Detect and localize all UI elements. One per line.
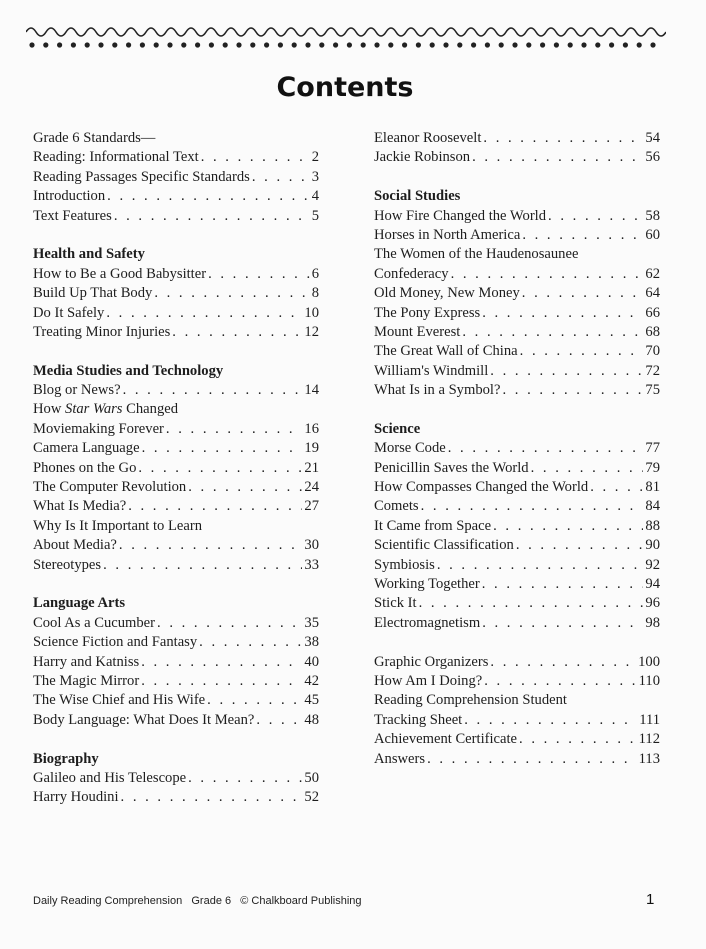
toc-entry-page: 40 [304, 653, 319, 670]
toc-entry-title: Galileo and His Telescope [33, 769, 187, 786]
toc-entry-page: 35 [304, 614, 319, 631]
border-dot [305, 42, 310, 47]
toc-entry-title: Jackie Robinson [374, 149, 471, 166]
toc-entry-title: Scientific Classification [374, 537, 514, 554]
border-dot [223, 42, 228, 47]
toc-entry-page: 90 [645, 537, 660, 554]
toc-entry [33, 788, 319, 807]
toc-entry-title: Text Features [33, 207, 112, 224]
toc-entry [374, 148, 660, 167]
page-number: 1 [646, 891, 655, 908]
border-dot [512, 42, 517, 47]
border-dot [278, 42, 283, 47]
toc-entry-title: Introduction [33, 188, 106, 205]
toc-leader-dots [421, 497, 644, 516]
toc-entry-title: Old Money, New Money [374, 285, 520, 302]
toc-entry-page: 81 [645, 479, 660, 496]
toc-entry [374, 207, 660, 226]
border-dot [637, 42, 642, 47]
border-dot [167, 42, 172, 47]
border-dot [374, 42, 379, 47]
section-heading: Social Studies [374, 188, 461, 205]
toc-left-column [33, 129, 319, 827]
toc-entry-title: Answers [374, 750, 426, 767]
toc-entry [33, 517, 319, 536]
toc-leader-dots [437, 556, 644, 575]
toc-entry-page: 54 [645, 130, 660, 146]
toc-section [33, 129, 319, 226]
toc-leader-dots [482, 575, 644, 594]
toc-leader-dots [188, 769, 302, 788]
toc-entry-title: Graphic Organizers [374, 653, 489, 670]
toc-entry [33, 129, 319, 148]
section-heading: Language Arts [33, 595, 126, 612]
toc-section [374, 653, 660, 769]
toc-entry-page: 75 [645, 382, 660, 399]
toc-entry [33, 691, 319, 710]
toc-entry-page: 33 [304, 556, 319, 573]
toc-entry [374, 575, 660, 594]
toc-entry-page: 42 [304, 672, 319, 689]
toc-entry [33, 265, 319, 284]
toc-entry-page: 68 [645, 323, 660, 340]
toc-entry-page: 88 [645, 517, 660, 534]
toc-entry [33, 187, 319, 206]
toc-leader-dots [502, 381, 643, 400]
toc-entry-page: 100 [638, 653, 660, 670]
toc-right-column [374, 129, 660, 788]
toc-entry-page: 52 [304, 789, 319, 806]
border-dot [71, 42, 76, 47]
toc-entry-page: 56 [645, 149, 660, 166]
toc-entry [374, 265, 660, 284]
toc-entry [374, 536, 660, 555]
toc-leader-dots [201, 148, 310, 167]
toc-entry-title: Treating Minor Injuries [33, 323, 171, 340]
toc-entry [374, 711, 660, 730]
toc-leader-dots [472, 148, 643, 167]
toc-entry [374, 497, 660, 516]
toc-leader-dots [114, 207, 310, 226]
toc-entry [33, 459, 319, 478]
toc-leader-dots [141, 653, 302, 672]
toc-section [33, 750, 319, 808]
toc-entry-title: Tracking Sheet [374, 711, 463, 728]
toc-entry [374, 478, 660, 497]
toc-entry [374, 459, 660, 478]
toc-section [33, 245, 319, 342]
border-dot [250, 42, 255, 47]
toc-entry-page: 14 [304, 382, 319, 399]
page-title: Contents [276, 72, 414, 103]
toc-entry [374, 672, 660, 691]
toc-section [374, 187, 660, 400]
toc-leader-dots [128, 497, 302, 516]
toc-entry [374, 691, 660, 710]
toc-leader-dots [451, 265, 644, 284]
toc-entry [374, 226, 660, 245]
toc-leader-dots [427, 750, 637, 769]
toc-entry-title: Science Fiction and Fantasy [33, 634, 198, 651]
toc-entry [33, 420, 319, 439]
toc-leader-dots [166, 420, 302, 439]
toc-entry-page: 62 [645, 265, 660, 282]
toc-entry-title: The Computer Revolution [33, 479, 187, 496]
toc-entry-title: What Is Media? [33, 498, 127, 515]
toc-entry-title: Reading: Informational Text [33, 149, 199, 166]
border-dot [609, 42, 614, 47]
toc-entry [374, 381, 660, 400]
toc-leader-dots [519, 730, 637, 749]
toc-entry [33, 400, 319, 419]
toc-leader-dots [208, 265, 310, 284]
toc-entry-page: 16 [304, 420, 319, 437]
toc-entry [33, 497, 319, 516]
toc-entry [33, 304, 319, 323]
toc-leader-dots [207, 691, 302, 710]
toc-entry [374, 556, 660, 575]
toc-entry [374, 750, 660, 769]
toc-entry-page: 60 [645, 226, 660, 243]
border-dot [361, 42, 366, 47]
toc-entry [374, 594, 660, 613]
toc-entry-page: 19 [304, 440, 319, 457]
toc-entry-page: 30 [304, 537, 319, 554]
toc-leader-dots [548, 207, 643, 226]
toc-entry [33, 323, 319, 342]
toc-entry-title: How Star Wars Changed [33, 401, 179, 418]
toc-leader-dots [119, 536, 303, 555]
toc-entry-page: 27 [304, 498, 319, 515]
toc-leader-dots [522, 284, 644, 303]
toc-entry [33, 614, 319, 633]
border-dot [333, 42, 338, 47]
border-dot [540, 42, 545, 47]
toc-leader-dots [590, 478, 643, 497]
toc-entry-title: How Compasses Changed the World [374, 479, 589, 496]
border-dot [85, 42, 90, 47]
toc-entry [33, 381, 319, 400]
toc-leader-dots [107, 187, 310, 206]
border-dot [471, 42, 476, 47]
toc-entry-page: 110 [638, 672, 660, 689]
toc-entry-page: 10 [304, 304, 319, 321]
toc-entry-title: Penicillin Saves the World [374, 459, 529, 476]
toc-entry-title: Moviemaking Forever [33, 420, 164, 437]
toc-entry-title: What Is in a Symbol? [374, 382, 501, 399]
toc-entry [33, 148, 319, 167]
border-dot [499, 42, 504, 47]
border-dot [595, 42, 600, 47]
border-dot [485, 42, 490, 47]
toc-entry [33, 711, 319, 730]
toc-entry-page: 48 [304, 711, 319, 728]
decorative-wavy-border [26, 20, 666, 56]
toc-entry-title: The Pony Express [374, 304, 481, 321]
border-dot [430, 42, 435, 47]
toc-entry [374, 245, 660, 264]
toc-entry [33, 672, 319, 691]
toc-entry-title: The Magic Mirror [33, 672, 140, 689]
toc-entry-page: 58 [645, 207, 660, 224]
toc-entry-page: 64 [645, 285, 660, 302]
border-dot [554, 42, 559, 47]
toc-entry-title: Horses in North America [374, 226, 521, 243]
toc-entry-title: Reading Passages Specific Standards [33, 168, 250, 185]
border-dot [181, 42, 186, 47]
toc-leader-dots [106, 304, 302, 323]
toc-entry [33, 207, 319, 226]
toc-entry-page: 3 [311, 168, 319, 185]
toc-entry-title: Build Up That Body [33, 285, 153, 302]
toc-entry-title: Why Is It Important to Learn [33, 517, 202, 534]
toc-entry-page: 21 [304, 459, 319, 476]
toc-entry-page: 2 [311, 149, 319, 166]
toc-entry-page: 79 [645, 459, 660, 476]
toc-entry-page: 6 [311, 265, 319, 282]
toc-leader-dots [464, 711, 637, 730]
toc-entry-title: Working Together [374, 575, 480, 592]
border-dot [319, 42, 324, 47]
toc-entry-title: Harry and Katniss [33, 653, 140, 670]
toc-entry [33, 478, 319, 497]
border-dot [29, 42, 34, 47]
border-dot [236, 42, 241, 47]
border-dot [457, 42, 462, 47]
toc-leader-dots [520, 342, 644, 361]
toc-leader-dots [256, 711, 302, 730]
toc-entry-title: Symbiosis [374, 556, 435, 573]
toc-entry-title: How Am I Doing? [374, 672, 483, 689]
toc-entry-page: 94 [645, 575, 660, 592]
toc-entry [33, 633, 319, 652]
toc-entry-title: Blog or News? [33, 382, 121, 399]
toc-entry-page: 111 [639, 711, 660, 728]
toc-leader-dots [531, 459, 644, 478]
toc-leader-dots [172, 323, 302, 342]
toc-entry-page: 5 [311, 207, 319, 224]
border-dot [209, 42, 214, 47]
toc-entry-title: About Media? [33, 537, 117, 554]
toc-entry-title: Stereotypes [33, 556, 102, 573]
toc-entry-page: 24 [304, 479, 319, 496]
toc-entry-title: Grade 6 Standards— [33, 130, 156, 146]
toc-leader-dots [448, 439, 644, 458]
toc-entry [33, 769, 319, 788]
toc-entry-title: The Women of the Haudenosaunee [374, 246, 579, 263]
toc-entry [33, 536, 319, 555]
border-dot [443, 42, 448, 47]
border-dot [195, 42, 200, 47]
border-dot [568, 42, 573, 47]
toc-entry-page: 8 [311, 285, 319, 302]
border-dot [98, 42, 103, 47]
toc-entry [374, 362, 660, 381]
toc-leader-dots [482, 304, 643, 323]
toc-leader-dots [138, 459, 302, 478]
toc-leader-dots [419, 594, 644, 613]
toc-entry-title: Phones on the Go [33, 459, 137, 476]
toc-entry [374, 439, 660, 458]
section-heading: Biography [33, 750, 99, 767]
border-dot [526, 42, 531, 47]
toc-entry-title: Camera Language [33, 440, 140, 457]
toc-leader-dots [199, 633, 302, 652]
toc-entry [374, 614, 660, 633]
footer-text: Daily Reading Comprehension Grade 6 © Chalkboard Publishing [33, 895, 362, 907]
toc-leader-dots [522, 226, 643, 245]
toc-entry [33, 653, 319, 672]
border-dot [264, 42, 269, 47]
section-heading: Media Studies and Technology [33, 362, 224, 379]
toc-entry-page: 84 [645, 498, 660, 515]
toc-leader-dots [103, 556, 302, 575]
toc-entry [374, 129, 660, 148]
toc-entry [374, 517, 660, 536]
toc-entry-page: 72 [645, 362, 660, 379]
toc-entry-page: 96 [645, 595, 660, 612]
toc-leader-dots [123, 381, 303, 400]
toc-entry-page: 12 [304, 323, 319, 340]
border-dot [292, 42, 297, 47]
toc-leader-dots [252, 168, 310, 187]
toc-entry [374, 323, 660, 342]
border-dot [57, 42, 62, 47]
border-dot [347, 42, 352, 47]
toc-leader-dots [142, 439, 303, 458]
toc-entry-title: Achievement Certificate [374, 731, 518, 748]
toc-leader-dots [490, 653, 636, 672]
toc-leader-dots [482, 614, 643, 633]
border-dot [581, 42, 586, 47]
toc-entry-page: 66 [645, 304, 660, 321]
toc-entry [33, 556, 319, 575]
border-dot [623, 42, 628, 47]
toc-leader-dots [154, 284, 309, 303]
toc-leader-dots [516, 536, 644, 555]
toc-entry-page: 92 [645, 556, 660, 573]
border-dot [126, 42, 131, 47]
toc-section [33, 362, 319, 575]
toc-entry [33, 168, 319, 187]
toc-leader-dots [483, 129, 643, 148]
toc-entry-title: Reading Comprehension Student [374, 692, 567, 709]
toc-entry-title: Body Language: What Does It Mean? [33, 711, 255, 728]
toc-entry-title: The Wise Chief and His Wife [33, 692, 206, 709]
toc-section [374, 420, 660, 633]
border-dot [388, 42, 393, 47]
toc-entry-title: How to Be a Good Babysitter [33, 265, 207, 282]
toc-entry-page: 77 [645, 440, 660, 457]
toc-entry-title: Stick It [374, 595, 417, 612]
toc-entry-page: 38 [304, 634, 319, 651]
border-dot [416, 42, 421, 47]
border-dot [650, 42, 655, 47]
section-heading: Science [374, 420, 421, 437]
toc-entry-title: Electromagnetism [374, 614, 481, 631]
toc-entry-title: It Came from Space [374, 517, 492, 534]
toc-leader-dots [462, 323, 643, 342]
toc-leader-dots [188, 478, 302, 497]
toc-entry [374, 304, 660, 323]
toc-entry-page: 98 [645, 614, 660, 631]
toc-leader-dots [157, 614, 302, 633]
toc-entry-title: Comets [374, 498, 419, 515]
toc-entry [374, 730, 660, 749]
toc-section [33, 594, 319, 730]
toc-entry-page: 45 [304, 692, 319, 709]
toc-entry [374, 284, 660, 303]
toc-entry [374, 342, 660, 361]
toc-leader-dots [490, 362, 643, 381]
toc-leader-dots [484, 672, 636, 691]
toc-entry-title: Do It Safely [33, 304, 105, 321]
toc-entry-title: Confederacy [374, 265, 449, 282]
toc-entry-title: Mount Everest [374, 323, 461, 340]
toc-entry [33, 439, 319, 458]
toc-entry-page: 113 [638, 750, 660, 767]
toc-entry-page: 50 [304, 769, 319, 786]
toc-entry-title: Morse Code [374, 440, 446, 457]
toc-entry-title: Cool As a Cucumber [33, 614, 156, 631]
border-dot [154, 42, 159, 47]
border-dot [112, 42, 117, 47]
section-heading: Health and Safety [33, 246, 145, 263]
toc-entry [374, 653, 660, 672]
border-dot [402, 42, 407, 47]
toc-section [374, 129, 660, 168]
toc-leader-dots [141, 672, 302, 691]
toc-leader-dots [121, 788, 303, 807]
toc-entry-title: How Fire Changed the World [374, 207, 547, 224]
toc-entry-page: 70 [645, 343, 660, 360]
border-dot [140, 42, 145, 47]
toc-entry-page: 112 [638, 731, 660, 748]
border-dot [43, 42, 48, 47]
toc-entry-title: Harry Houdini [33, 789, 119, 806]
toc-leader-dots [493, 517, 643, 536]
toc-entry-title: William's Windmill [374, 362, 489, 379]
toc-entry-title: Eleanor Roosevelt [374, 130, 482, 146]
toc-entry [33, 284, 319, 303]
toc-entry-title: The Great Wall of China [374, 343, 518, 360]
toc-entry-page: 4 [311, 188, 319, 205]
